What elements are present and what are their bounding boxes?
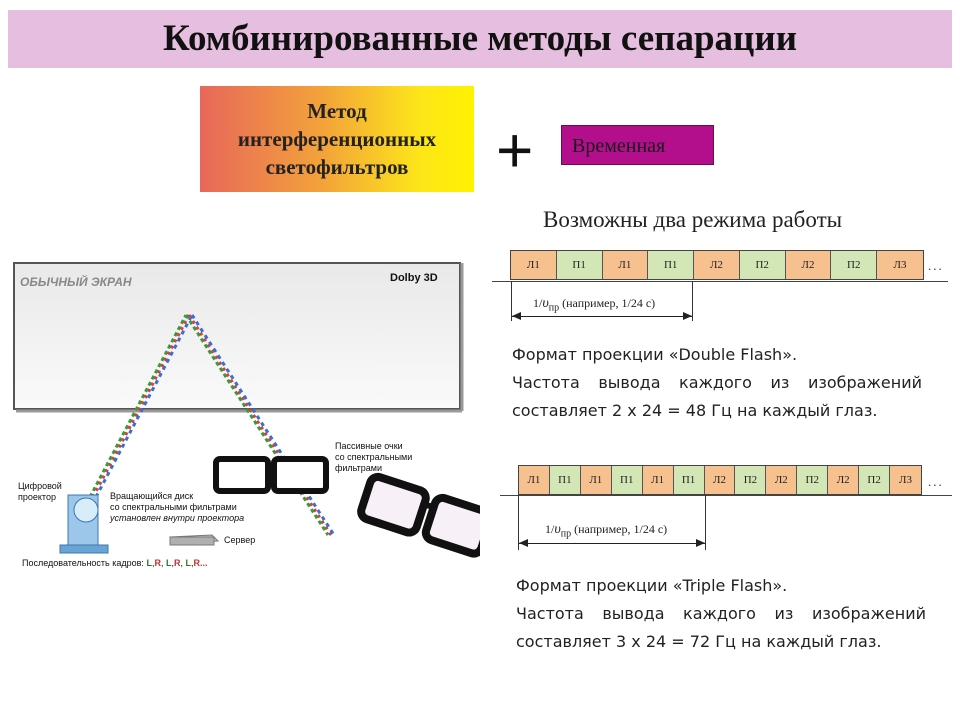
period-tick bbox=[692, 281, 693, 321]
frame-cell: Л3 bbox=[877, 251, 923, 279]
modes-heading: Возможны два режима работы bbox=[543, 207, 843, 232]
double-flash-strip bbox=[510, 250, 924, 280]
period-arrow bbox=[519, 543, 705, 544]
projector-icon bbox=[60, 495, 108, 553]
double-flash-description bbox=[512, 341, 922, 425]
disk-label: Вращающийся диск со спектральными фильтрами установлен внутри проектора bbox=[110, 491, 245, 523]
dolby-3d-diagram bbox=[10, 245, 480, 580]
description-line: Частота вывода каждого из изображений составляет 3 х 24 = 72 Гц на каждый глаз. bbox=[516, 604, 926, 651]
method-box bbox=[200, 86, 474, 192]
frame-cell: П1 bbox=[648, 251, 694, 279]
timeline-baseline bbox=[492, 281, 948, 282]
frame-cell: Л2 bbox=[786, 251, 832, 279]
sequence-label: Последовательность кадров: L,R, L,R, L,R... bbox=[22, 558, 208, 568]
small-glasses-icon bbox=[216, 459, 326, 491]
arrow-head-right bbox=[683, 312, 692, 320]
frame-cell: П2 bbox=[740, 251, 786, 279]
period-arrow bbox=[512, 316, 692, 317]
frame-cell: П1 bbox=[550, 466, 581, 494]
frame-cell: Л2 bbox=[828, 466, 859, 494]
brand-label: Dolby 3D bbox=[390, 272, 438, 284]
frame-cell: Л2 bbox=[705, 466, 736, 494]
projector-label: Цифровой проектор bbox=[18, 481, 62, 502]
server-label: Сервер bbox=[224, 535, 256, 545]
server-icon bbox=[170, 535, 218, 545]
screen-label: ОБЫЧНЫЙ ЭКРАН bbox=[20, 275, 132, 289]
arrow-head-left bbox=[512, 312, 521, 320]
frame-cell: Л1 bbox=[519, 466, 550, 494]
triple-flash-strip bbox=[518, 465, 922, 495]
description-line: Частота вывода каждого из изображений составляет 2 х 24 = 48 Гц на каждый глаз. bbox=[512, 373, 922, 420]
triple-flash-description bbox=[516, 572, 926, 656]
frame-cell: П2 bbox=[831, 251, 877, 279]
page-title: Комбинированные методы сепарации bbox=[162, 18, 798, 59]
frame-cell: Л1 bbox=[581, 466, 612, 494]
method-line: интерференционных bbox=[237, 127, 437, 151]
glasses-label: Пассивные очки со спектральными фильтрами bbox=[335, 441, 413, 473]
description-line: Формат проекции «Double Flash». bbox=[512, 345, 798, 364]
description-line: Формат проекции «Triple Flash». bbox=[516, 576, 788, 595]
plus-sign: + bbox=[496, 114, 534, 186]
period-tick bbox=[705, 495, 706, 550]
arrow-head-right bbox=[696, 539, 705, 547]
frame-cell: П2 bbox=[797, 466, 828, 494]
frame-cell: Л3 bbox=[890, 466, 921, 494]
frame-cell: П1 bbox=[674, 466, 705, 494]
temporal-box: Временная bbox=[561, 125, 714, 165]
timeline-baseline bbox=[500, 495, 952, 496]
timeline-ellipsis: ... bbox=[928, 474, 944, 489]
diagram-illustration bbox=[10, 245, 480, 580]
frame-cell: П1 bbox=[557, 251, 603, 279]
method-line: Метод bbox=[307, 99, 367, 123]
period-label: $1/\upsilon_{пр}$ (например, 1/24 с) bbox=[533, 296, 656, 314]
frame-cell: П2 bbox=[735, 466, 766, 494]
frame-cell: Л1 bbox=[603, 251, 649, 279]
frame-cell: П1 bbox=[612, 466, 643, 494]
frame-cell: Л1 bbox=[511, 251, 557, 279]
timeline-ellipsis: ... bbox=[928, 258, 944, 273]
large-glasses-icon bbox=[359, 463, 480, 555]
frame-cell: П2 bbox=[859, 466, 890, 494]
method-line: светофильтров bbox=[265, 155, 409, 179]
frame-cell: Л2 bbox=[694, 251, 740, 279]
frame-cell: Л1 bbox=[643, 466, 674, 494]
arrow-head-left bbox=[519, 539, 528, 547]
period-label: $1/\upsilon_{пр}$ (например, 1/24 с) bbox=[545, 522, 668, 540]
frame-cell: Л2 bbox=[766, 466, 797, 494]
